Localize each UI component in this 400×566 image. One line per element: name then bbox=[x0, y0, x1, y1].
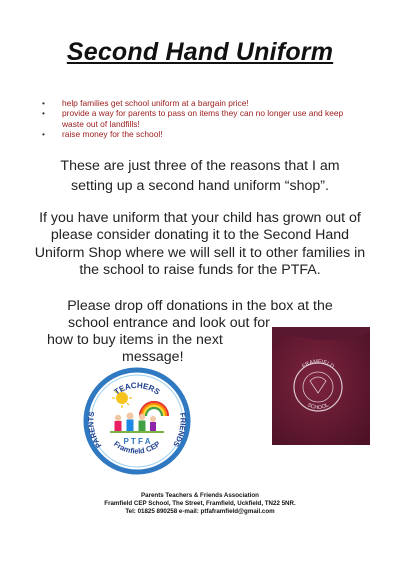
uniform-sweater-photo bbox=[272, 327, 370, 445]
list-item: • provide a way for parents to pass on items they can no longer use and keep waste out of landfills! bbox=[42, 108, 362, 129]
reasons-statement bbox=[20, 156, 380, 196]
footer bbox=[0, 492, 400, 517]
footer-org-name: Parents Teachers & Friends Association bbox=[141, 492, 259, 499]
page-title: Second Hand Uniform bbox=[66, 38, 334, 66]
drop-off-line: Please drop off donations in the box at the bbox=[67, 298, 333, 314]
donate-paragraph: If you have uniform that your child has grown out of please consider donating it to the Second Hand Uniform Shop where we will sell it to other families in the school to raise funds for the PTFA. bbox=[34, 210, 366, 278]
badge-top-text: FRAMFIELD bbox=[301, 358, 335, 370]
reasons-line: setting up a second hand uniform “shop”. bbox=[71, 178, 329, 194]
ptfa-letters: P T F A bbox=[123, 437, 151, 446]
logo-left-text: PARENTS bbox=[86, 410, 104, 450]
reasons-bullet-list bbox=[42, 98, 362, 140]
badge-bottom-text: SCHOOL bbox=[306, 402, 331, 412]
logo-top-text: TEACHERS bbox=[112, 380, 162, 397]
ptfa-logo bbox=[82, 366, 192, 476]
reasons-line: These are just three of the reasons that I am bbox=[60, 158, 340, 174]
drop-off-line: message! bbox=[122, 349, 184, 365]
list-item: • help families get school uniform at a bargain price! bbox=[42, 98, 362, 108]
footer-contact: Tel: 01825 890258 e-mail: ptfaframfield@gmail.com bbox=[125, 508, 275, 516]
logo-right-text: FRIENDS bbox=[171, 412, 188, 449]
list-item: • raise money for the school! bbox=[42, 129, 362, 139]
logo-bottom-text: Framfield CEP bbox=[112, 439, 162, 456]
drop-off-line: how to buy items in the next bbox=[47, 332, 223, 348]
drop-off-line: school entrance and look out for bbox=[68, 315, 270, 331]
footer-address: Framfield CEP School, The Street, Framfield, Uckfield, TN22 5NR. bbox=[104, 500, 296, 508]
